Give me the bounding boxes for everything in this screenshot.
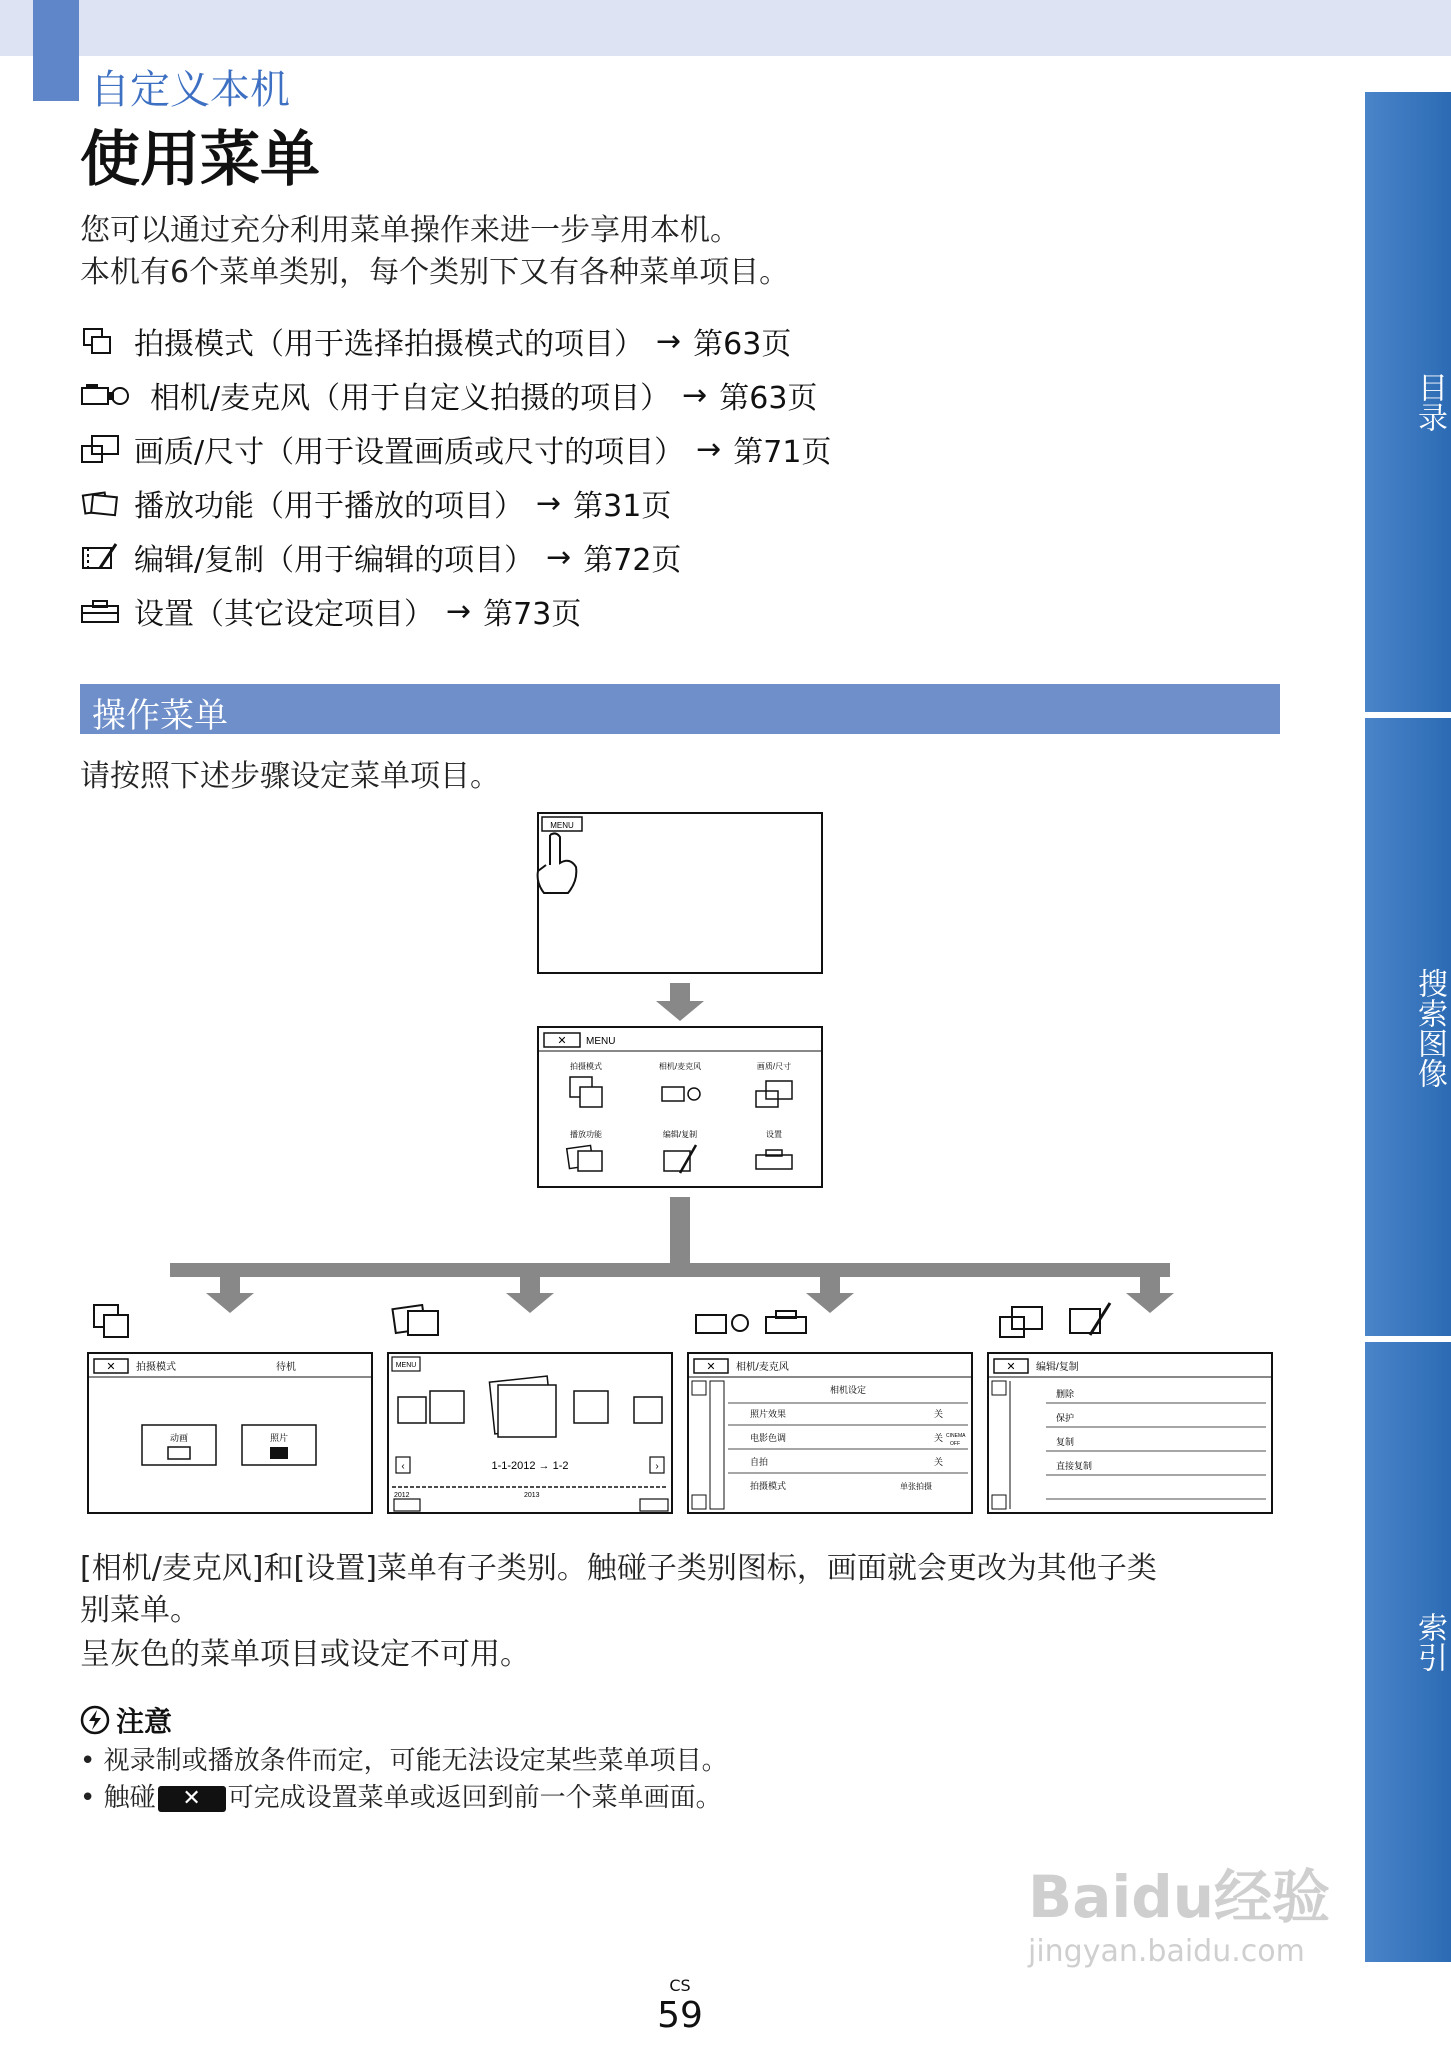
arrow-icon: → (696, 431, 722, 467)
arrow-icon: → (536, 485, 562, 521)
screen-touch-menu (538, 813, 822, 973)
page-number: 59 (657, 1995, 703, 2036)
category-page[interactable]: 第73页 (483, 597, 582, 632)
arrow-icon: → (656, 323, 682, 359)
view-toggle-button[interactable] (640, 1499, 668, 1511)
note-text: 可完成设置菜单或返回到前一个菜单画面。 (227, 1783, 722, 1813)
category-page[interactable]: 第63页 (693, 327, 792, 362)
top-band (0, 0, 1451, 56)
menu-item-edit[interactable]: 编辑/复制 (662, 1130, 698, 1139)
corner-block (33, 0, 79, 101)
edit-item[interactable]: 直接复制 (1056, 1461, 1093, 1471)
category-row-shooting[interactable] (80, 318, 791, 364)
movie-label: 动画 (169, 1433, 189, 1443)
page-lang: CS (669, 1976, 691, 1995)
watermark-url: jingyan.baidu.com (1028, 1934, 1305, 1969)
category-page[interactable]: 第72页 (583, 543, 682, 578)
screen-shooting-mode (88, 1353, 372, 1513)
category-label: 相机/麦克风（用于自定义拍摄的项目） (150, 381, 671, 416)
close-icon: ✕ (1006, 1361, 1016, 1373)
menu-grid-header: MENU (586, 1036, 616, 1047)
menu-item-shooting[interactable]: 拍摄模式 (570, 1062, 602, 1071)
category-row-playback[interactable] (80, 480, 671, 526)
edit-item[interactable]: 复制 (1056, 1437, 1075, 1447)
notes-title: 注意 (116, 1705, 173, 1738)
category-row-edit[interactable] (80, 534, 681, 580)
section-label: 自定义本机 (90, 67, 290, 113)
page-title: 使用菜单 (80, 125, 320, 195)
camera-mic-icon (80, 380, 136, 410)
operation-heading-bar (80, 684, 1280, 734)
grey-note: 呈灰色的菜单项目或设定不可用。 (80, 1637, 530, 1672)
close-button-inline: ✕ (158, 1786, 226, 1812)
photo-label: 照片 (269, 1433, 289, 1443)
subcategory-tabs[interactable] (710, 1381, 724, 1509)
scroll-up-button[interactable] (992, 1381, 1006, 1395)
scroll-down-button[interactable] (692, 1495, 706, 1509)
setup-icon (80, 596, 120, 626)
category-row-quality[interactable] (80, 426, 831, 472)
intro-line-1: 您可以通过充分利用菜单操作来进一步享用本机。 (80, 213, 740, 248)
note-item-2: • 触碰 ✕ 可完成设置菜单或返回到前一个菜单画面。 (80, 1783, 722, 1813)
tab-index[interactable] (1365, 1342, 1451, 1962)
chevron-right-icon: › (655, 1461, 659, 1472)
edit-copy-icon (80, 542, 120, 572)
arrow-icon: → (546, 539, 572, 575)
menu-item-setup[interactable]: 设置 (766, 1130, 782, 1139)
tab-search-images[interactable] (1365, 718, 1451, 1336)
image-quality-icon (80, 434, 120, 464)
watermark-brand: Baidu经验 (1028, 1863, 1331, 1931)
submenu-note-1: [相机/麦克风]和[设置]菜单有子类别。触碰子类别图标，画面就会更改为其他子类 (80, 1551, 1157, 1586)
screen-title: 拍摄模式 (136, 1362, 176, 1373)
category-page[interactable]: 第63页 (719, 381, 818, 416)
scroll-up-button[interactable] (692, 1381, 706, 1395)
lightning-icon (80, 1705, 110, 1735)
screen-title: 相机/麦克风 (736, 1362, 789, 1373)
menu-button[interactable]: MENU (550, 821, 574, 830)
setting-label[interactable]: 自拍 (750, 1457, 769, 1467)
setting-label[interactable]: 照片效果 (750, 1409, 787, 1419)
category-page[interactable]: 第71页 (733, 435, 832, 470)
category-label: 设置（其它设定项目） (134, 597, 434, 632)
menu-flow-diagram (80, 805, 1280, 1525)
setting-value: 关 (934, 1409, 944, 1419)
setting-value: 单张拍摄 (900, 1482, 932, 1491)
notes-heading (80, 1700, 172, 1740)
close-icon: ✕ (106, 1361, 116, 1373)
scroll-down-button[interactable] (992, 1495, 1006, 1509)
screen-title: 编辑/复制 (1036, 1362, 1079, 1373)
category-label: 编辑/复制（用于编辑的项目） (134, 543, 535, 578)
edit-item[interactable]: 保护 (1056, 1413, 1075, 1423)
arrow-icon: → (682, 377, 708, 413)
note-text: 触碰 (103, 1783, 156, 1813)
menu-item-camera[interactable]: 相机/麦克风 (658, 1062, 702, 1071)
setting-value: 关 (934, 1433, 944, 1443)
note-item-1: • 视录制或播放条件而定，可能无法设定某些菜单项目。 (80, 1746, 728, 1776)
submenu-note-2: 别菜单。 (80, 1593, 200, 1628)
menu-button[interactable]: MENU (395, 1362, 417, 1369)
setting-label[interactable]: 拍摄模式 (750, 1481, 787, 1491)
category-label: 画质/尺寸（用于设置画质或尺寸的项目） (134, 435, 685, 470)
note-text: 视录制或播放条件而定，可能无法设定某些菜单项目。 (103, 1746, 728, 1776)
screen-playback (388, 1353, 672, 1513)
category-page[interactable]: 第31页 (573, 489, 672, 524)
setting-label[interactable]: 电影色调 (750, 1433, 787, 1443)
down-arrow (656, 983, 704, 1021)
year-label: 2013 (524, 1492, 540, 1499)
date-range: 1-1-2012 → 1-2 (491, 1460, 569, 1472)
screen-edit-copy (988, 1353, 1272, 1513)
operation-heading: 操作菜单 (92, 696, 228, 736)
category-label: 拍摄模式（用于选择拍摄模式的项目） (134, 327, 644, 362)
subcategory-title: 相机设定 (830, 1385, 867, 1395)
camera-icon (270, 1447, 288, 1459)
category-row-camera[interactable] (80, 372, 817, 418)
tab-search-label: 搜索图像 (1412, 968, 1447, 1088)
watermark (1028, 1850, 1330, 1969)
edit-item[interactable]: 删除 (1056, 1389, 1075, 1399)
tab-contents-label: 目录 (1412, 372, 1447, 432)
cinema-badge: CINEMA (946, 1433, 966, 1439)
chevron-left-icon: ‹ (401, 1461, 405, 1472)
off-badge: OFF (950, 1441, 960, 1447)
close-icon: ✕ (557, 1035, 567, 1047)
shooting-mode-icon (80, 326, 120, 356)
intro-line-2: 本机有6个菜单类别，每个类别下又有各种菜单项目。 (80, 255, 790, 290)
setting-value: 关 (934, 1457, 944, 1467)
close-icon: ✕ (706, 1361, 716, 1373)
screen-menu-grid (538, 1027, 822, 1187)
arrow-icon: → (446, 593, 472, 629)
category-row-setup[interactable] (80, 588, 581, 634)
operation-instruction: 请按照下述步骤设定菜单项目。 (80, 759, 500, 794)
status-text: 待机 (276, 1362, 296, 1373)
tab-index-label: 索引 (1412, 1612, 1447, 1672)
category-label: 播放功能（用于播放的项目） (134, 489, 524, 524)
screen-camera-mic (688, 1353, 972, 1513)
menu-item-quality[interactable]: 画质/尺寸 (756, 1062, 792, 1071)
mode-button[interactable] (394, 1499, 420, 1511)
year-label: 2012 (394, 1492, 410, 1499)
menu-item-playback[interactable]: 播放功能 (570, 1130, 602, 1139)
playback-icon (80, 488, 120, 518)
tab-contents[interactable] (1365, 92, 1451, 712)
